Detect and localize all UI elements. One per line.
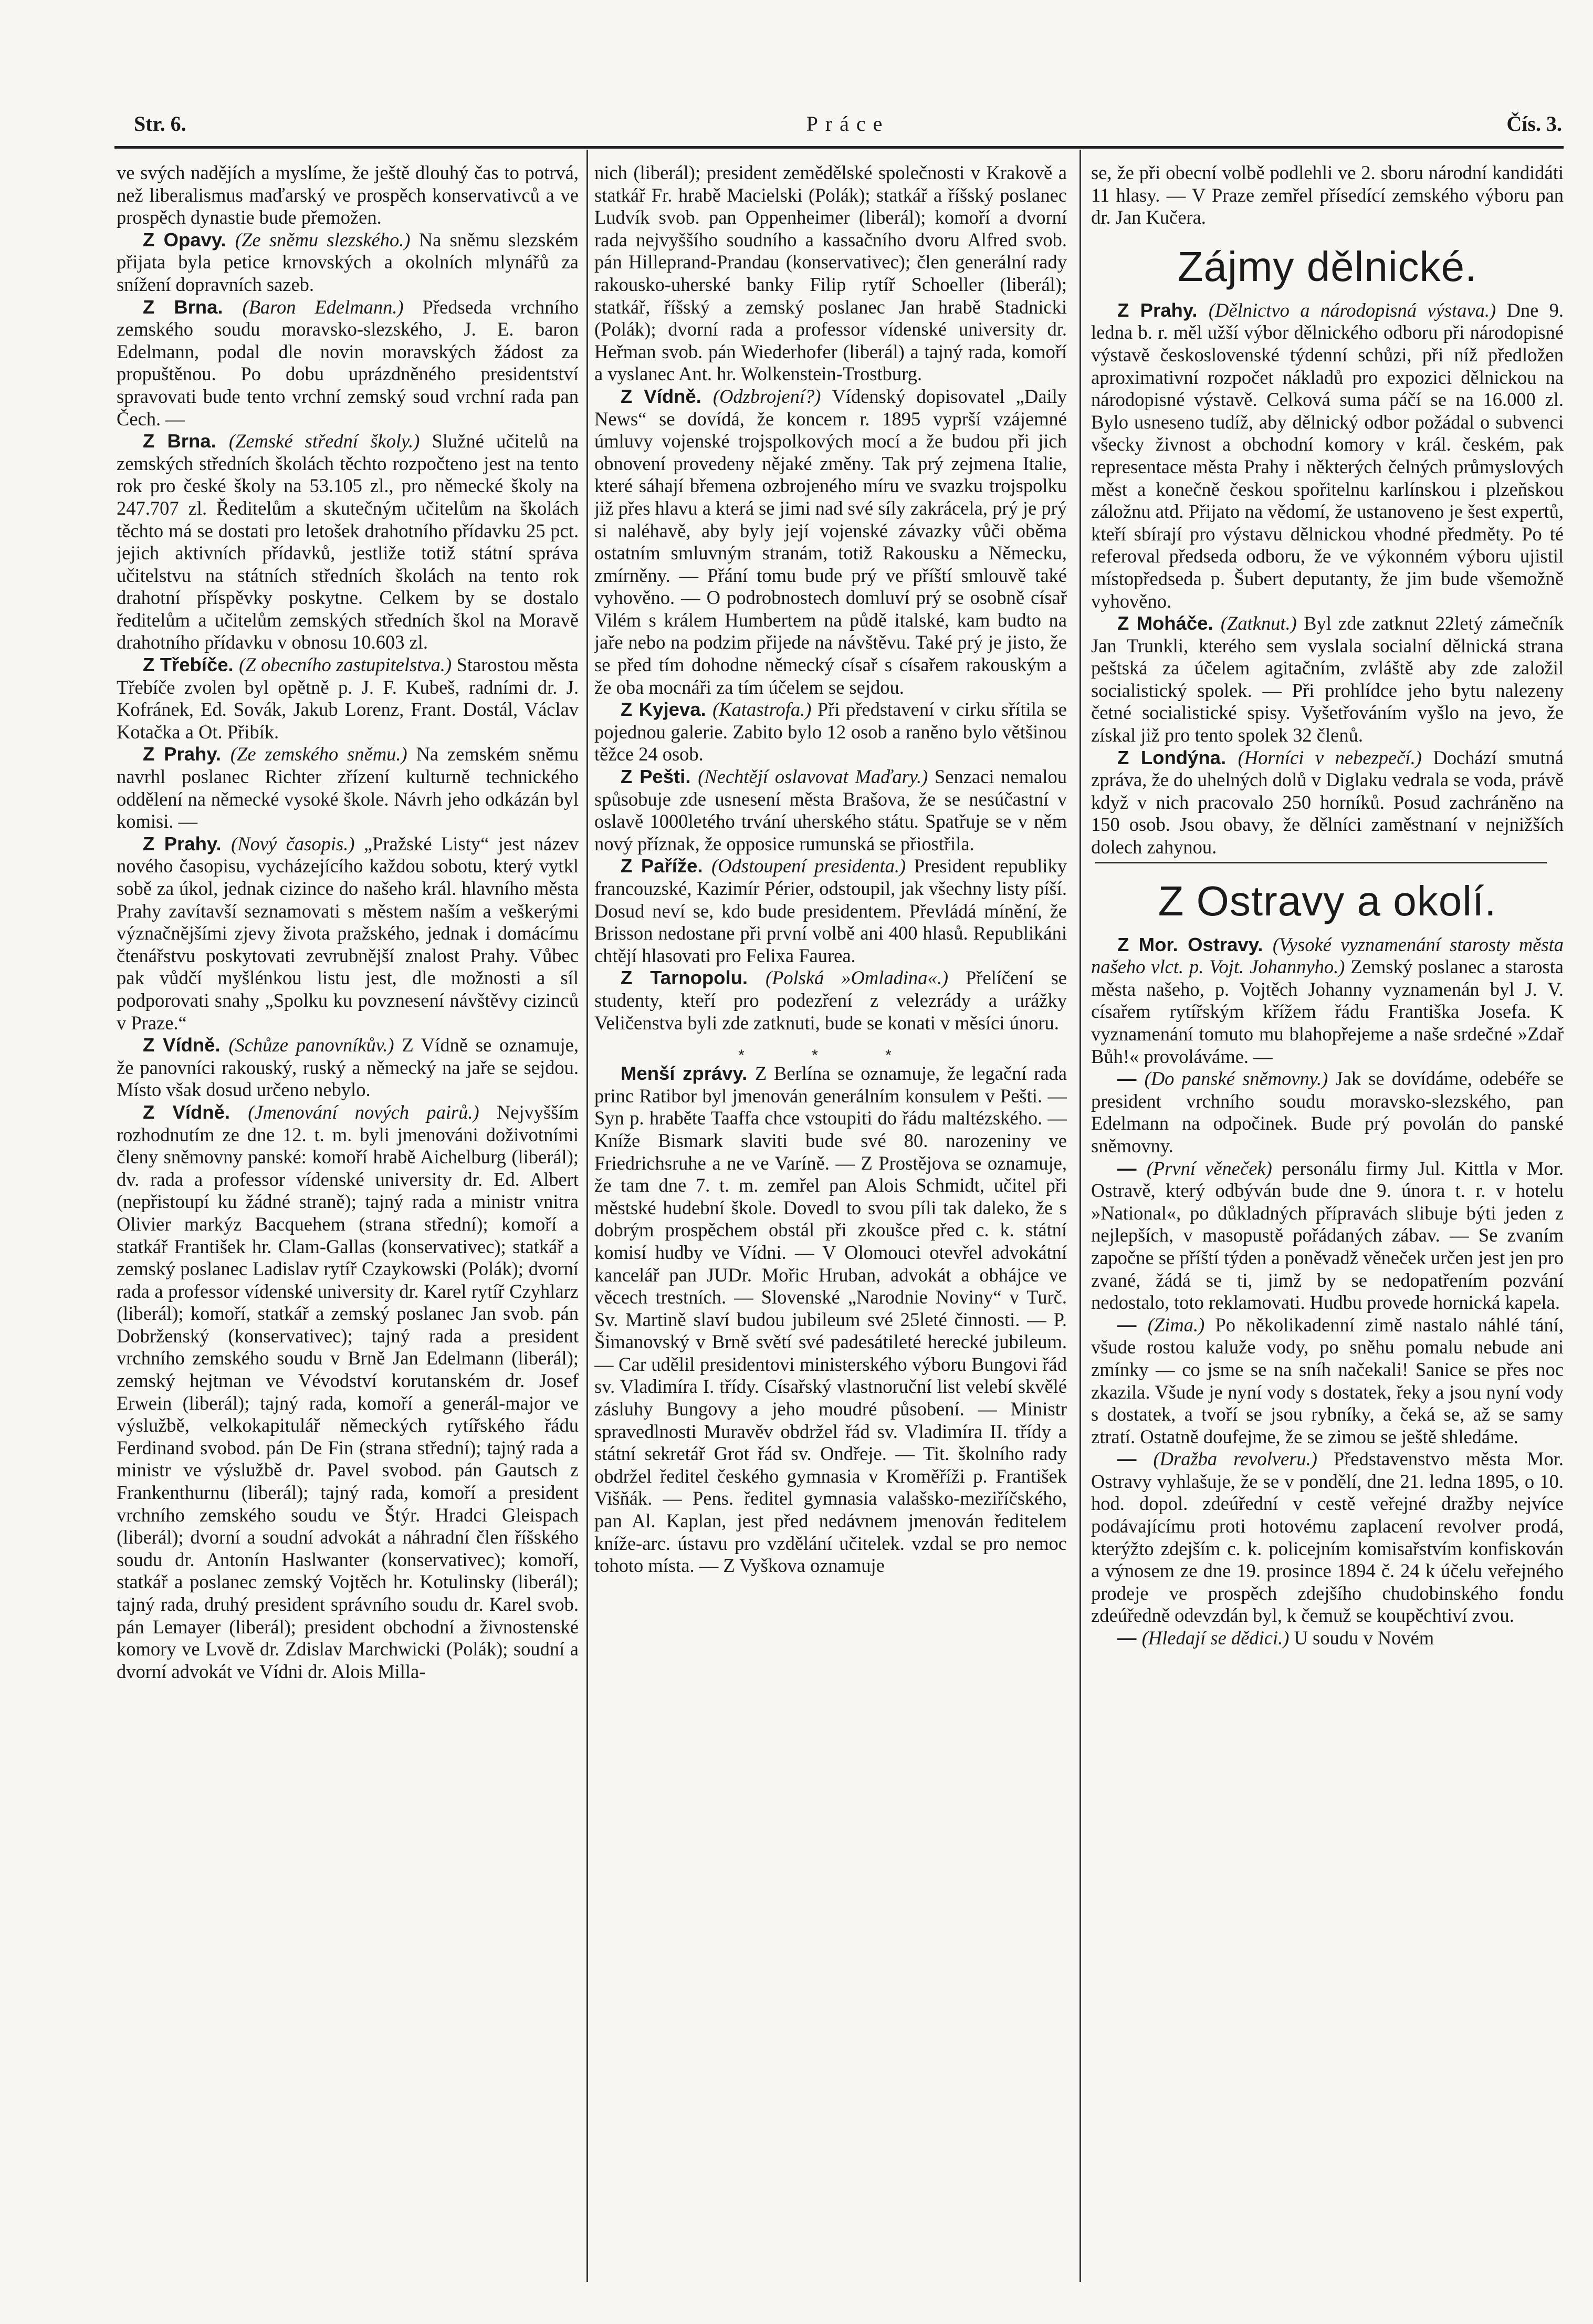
article-paragraph [1091, 747, 1564, 859]
separator-stars: * * * [738, 1047, 923, 1065]
article-text: nich (liberál); president zemědělské společnosti v Krakově a statkář Fr. hrabě Macielski (Polák); statkář a říšský poslanec Ludvík svob. pan Oppenheimer (liberál); komoří a dvorní rada nejvyššího soudního a kassačního dvoru Alfred svob. pán Hilleprand-Prandau (konservativec); člen generální rady rakousko-uherské banky Filip rytíř Schoeller (liberál); statkář, říšský a zemský poslanec Jan hrabě Stadnicki (Polák); dvorní rada a professor vídenské university dr. Heřman svob. pán Wiederhofer (liberál) a tajný rada, komoří a vyslanec Ant. hr. Wolkenstein-Trostburg. [594, 162, 1067, 385]
article-paragraph [1091, 612, 1564, 747]
article-subtitle: (Katastrofa.) [712, 699, 818, 721]
article-subtitle: (Z obecního zastupitelstva.) [239, 654, 457, 676]
article-text: Přelíčení se studenty, kteří pro podezření z velezrády a urážky Veličenstva byli zde zatknuti, bude se konati v měsíci únoru. [594, 967, 1067, 1034]
article-text: Představenstvo města Mor. Ostravy vyhlašuje, že se v pondělí, dne 21. ledna 1895, o 10. hod. dopol. zdeúřední v cestě veřejné dražby nejvíce podávajícímu proti hotovému zaplacení revolver prodá, kterýžto zdejším c. k. policejním komisařstvím konfiskován a výnosem ze dne 19. prosince 1894 č. 24 k účelu veřejného prodeje ve prospěch zdejšího chudobinského fondu zdeúředně odevzdán byl, k čemuž se koupěchtiví zvou. [1091, 1448, 1564, 1627]
article-dateline: Z Vídně. [143, 1101, 248, 1123]
article-text: Senzaci nemalou spůsobuje zde usnesení města Brašova, že se nesúčastní v oslavě 1000letého trvání uherského státu. Spatřuje se v něm nový příznak, že opposice rumunská se přiostřila. [594, 766, 1067, 854]
article-dateline: Z Opavy. [143, 228, 235, 251]
article-dateline: Z Vídně. [621, 385, 713, 407]
section-heading-workers: Zájmy dělnické. [1177, 243, 1477, 290]
article-paragraph [594, 162, 1067, 385]
section-divider [1095, 862, 1547, 863]
article-text: Starostou města Třebíče zvolen byl opětně p. J. F. Kubeš, radními dr. J. Kofránek, Ed. Sovák, Jakub Lorenz, Frant. Dostál, Václav Kotačka a Ot. Přibík. [117, 654, 579, 743]
article-text: Po několikadenní zimě nastalo náhlé tání, všude rostou kaluže vody, po sněhu pomalu nebude ani zmínky — co jsme se na sníh načekali! Sanice se přes noc zkazila. Všude je nyní vody s dostatek, řeky a jsou nyní vody s dostatek, a tvoří se jsou rybníky, a čeká se, až se samy ztratí. Ostatně doufejme, že se zimou se ještě shledáme. [1091, 1314, 1564, 1447]
article-text: Na sněmu slezském přijata byla petice krnovských a okolních mlynářů za snížení dopravních sazeb. [117, 228, 579, 295]
column-3-top [1091, 162, 1564, 229]
article-subtitle: (Baron Edelmann.) [242, 296, 423, 318]
article-text: U soudu v Novém [1294, 1627, 1434, 1649]
article-text: Z Vídně se oznamuje, že panovníci rakouský, ruský a německý na jaře se sejdou. Místo však dosud určeno nebylo. [117, 1034, 579, 1101]
article-subtitle: (Horníci v nebezpečí.) [1238, 746, 1433, 768]
article-dateline: — [1117, 1068, 1145, 1090]
article-paragraph [117, 833, 579, 1034]
article-paragraph [1091, 1314, 1564, 1448]
article-paragraph [117, 743, 579, 832]
article-dateline: Z Brna. [143, 296, 243, 318]
column-rule [1080, 150, 1081, 2282]
article-text: Nejvyšším rozhodnutím ze dne 12. t. m. byli jmenováni doživotními členy sněmovny panské: komoří hrabě Aichelburg (liberál); dv. rada a professor vídenské university dr. Ed. Albert (nepřistoupí ku žádné straně); tajný rada a ministr vnitra Olivier markýz Bacquehem (strana střední); komoří a statkář František hr. Clam-Gallas (konservativec); statkář a zemský poslanec Ladislav rytíř Czaykowski (Polák); dvorní rada a professor vídenské university dr. Karel rytíř Czyhlarz (liberál); komoří, statkář a zemský poslanec Jan svob. pán Dobrženský (konservativec); tajný rada a president vrchního zemského soudu v Brně Jan Edelmann (liberál); zemský hejtman ve Vévodství korutanském dr. Josef Erwein (liberál); tajný rada, komoří a generál-major ve výslužbě, velkokapitulář německých rytířského řádu Ferdinand svobod. pán De Fin (strana střední); tajný rada a ministr ve výslužbě dr. Pavel svobod. pán Gautsch z Frankenthurnu (liberál); tajný rada, komoří a president vrchního zemského soudu ve Štýr. Hradci Gleispach (liberál); dvorní a soudní advokát a náhradní člen říšského soudu dr. Antonín Haslwanter (konservativec); komoří, statkář a poslanec zemský Vojtěch hr. Kotulinsky (liberál); tajný rada, druhý president správního soudu dr. Karel svob. pán Lemayer (liberál); president obchodní a živnostenské komory ve Lvově dr. Zdislav Marchwicki (Polák); soudní a dvorní advokát ve Vídni dr. Alois Milla- [117, 1101, 579, 1682]
article-dateline: Z Prahy. [143, 832, 232, 854]
article-paragraph [117, 654, 579, 743]
article-subtitle: (Nechtějí oslavovat Maďary.) [698, 766, 935, 788]
article-subtitle: (Dělnictvo a národopisná výstava.) [1208, 299, 1507, 321]
article-dateline: Z Brna. [143, 430, 229, 452]
article-dateline: Menší zprávy. [621, 1062, 755, 1085]
article-subtitle: (Odzbrojení?) [712, 385, 832, 407]
article-paragraph [117, 1101, 579, 1683]
running-header [134, 111, 1562, 138]
column-3 [1091, 162, 1564, 2273]
article-subtitle: (Do panské sněmovny.) [1144, 1068, 1336, 1090]
column-3-workers [1091, 299, 1564, 859]
article-text: Předseda vrchního zemského soudu moravsko-slezského, J. E. baron Edelmann, podal dle novin moravských žádost za propuštěnou. Po dobu uprázdněného presidentství spravovati bude tento vrchní zemský soud vrchní rada pan Čech. — [117, 296, 579, 430]
article-dateline: Z Kyjeva. [621, 699, 713, 721]
article-paragraph [594, 967, 1067, 1034]
article-paragraph [594, 855, 1067, 967]
article-paragraph [1091, 162, 1564, 229]
article-dateline: — [1117, 1314, 1148, 1336]
article-dateline: Z Prahy. [143, 743, 230, 765]
article-paragraph [117, 162, 579, 229]
article-subtitle: (První věneček) [1146, 1157, 1282, 1179]
article-text: Jak se dovídáme, odebéře se president vrchního soudu moravsko-slezského, pan Edelmann na odpočinek. Bude prý povolán do panské sněmovny. [1091, 1068, 1564, 1156]
article-paragraph [1091, 1448, 1564, 1627]
article-paragraph [117, 229, 579, 296]
article-dateline: — [1117, 1157, 1147, 1179]
article-text: Při představení v cirku sřítila se pojednou galerie. Zabito bylo 12 osob a raněno bylo většinou těžce 24 osob. [594, 699, 1067, 765]
article-dateline: Z Pešti. [621, 766, 698, 788]
article-subtitle: (Jmenování nových pairů.) [248, 1101, 497, 1123]
article-subtitle: (Polská »Omladina«.) [765, 967, 966, 989]
article-paragraph [594, 766, 1067, 855]
article-paragraph [594, 385, 1067, 699]
article-subtitle: (Dražba revolveru.) [1153, 1448, 1334, 1470]
newspaper-title: Práce [806, 112, 890, 136]
article-paragraph [1091, 299, 1564, 612]
article-dateline: Z Mor. Ostravy. [1117, 933, 1273, 955]
article-subtitle: (Vysoké vyznamenání starosty města našeho vlct. p. Vojt. Johannyho.) [1091, 933, 1564, 978]
article-dateline: Z Prahy. [1117, 299, 1209, 321]
article-subtitle: (Nový časopis.) [231, 832, 364, 854]
article-paragraph [117, 1034, 579, 1101]
header-rule [114, 146, 1564, 149]
article-text: Na zemském sněmu navrhl poslanec Richter zřízení kulturně technického oddělení na německé vysoké škole. Návrh jeho odkázán byl komisi. — [117, 743, 579, 832]
article-subtitle: (Hledají se dědici.) [1141, 1627, 1294, 1649]
article-text: Vídenský dopisovatel „Daily News“ se dovídá, že koncem r. 1895 vyprší vzájemné úmluvy vojenské trojspolkových mocí a že budou při jich obnovení provedeny nějaké změny. Tak prý zejmena Italie, které sáhají břemena ozbrojeného míru ve svazku trojspolku již přes hlavu a která se jimi nad své síly zakrácela, prý je prý si naléhavě, aby byly její vojenské závazky vůči oběma ostatním smluvným stranám, totiž Rakousku a Německu, zmírněny. — Přání tomu bude prý ve příští smlouvě také vyhověno. — O podrobnostech domluví prý se osobně císař Vilém s králem Humbertem na půdě italské, kam budto na jaře nebo na podzim přijede na návštěvu. Také prý je jisto, že se před tím dohodne německý císař s císařem rakouským a že oba mocnáři za tím účelem se sejdou. [594, 385, 1067, 698]
article-text: Byl zde zatknut 22letý zámečník Jan Trunkli, kterého sem vyslala socialní dělnická strana peštská za účelem agitačním, zvláště aby zde založil socialistický spolek. — Při prohlídce jeho bytu nalezeny četné socialistické spisy. Vyšetřováním vyšlo na jevo, že získal již pro tento spolek 32 členů. [1091, 612, 1564, 746]
article-paragraph [117, 296, 579, 431]
article-text: „Pražské Listy“ jest název nového časopisu, vycházejícího každou sobotu, který vytkl sobě za úkol, jednak cizince do našeho král. hlavního města Prahy zavítavší seznamovati s městem naším a veškerými význačnějšími zjevy života pražského, jednak i domácímu čtenářstvu poskytovati zevrubnější znalost Prahy. Vůbec pak vůdčí myšlénkou listu jest, dle možnosti a síl podporovati snahy „Spolku ku povznesení návštěvy cizinců v Praze.“ [117, 832, 579, 1034]
issue-number: Čís. 3. [1506, 112, 1562, 136]
article-subtitle: (Ze sněmu slezského.) [235, 228, 419, 251]
article-dateline: — [1117, 1627, 1142, 1649]
article-subtitle: (Schůze panovníkův.) [228, 1034, 402, 1056]
section-heading-ostrava: Z Ostravy a okolí. [1158, 877, 1497, 924]
article-subtitle: (Odstoupení presidenta.) [711, 855, 914, 877]
article-text: se, že při obecní volbě podlehli ve 2. sboru národní kandidáti 11 hlasy. — V Praze zemřel přísedící zemského výboru pan dr. Jan Kučera. [1091, 162, 1564, 228]
column-1 [117, 162, 579, 2273]
article-subtitle: (Zatknut.) [1220, 612, 1304, 634]
article-paragraph [1091, 934, 1564, 1068]
article-subtitle: (Zima.) [1147, 1314, 1215, 1336]
article-paragraph [117, 430, 579, 654]
page-number: Str. 6. [134, 112, 186, 136]
article-dateline: Z Vídně. [143, 1034, 229, 1056]
column-rule [586, 150, 588, 2282]
article-paragraph [594, 1062, 1067, 1577]
article-paragraph [1091, 1627, 1564, 1650]
article-text: Služné učitelů na zemských středních školách těchto rozpočteno jest na tento rok pro české školy na 53.105 zl., pro německé školy na 247.707 zl. Ředitelům a skutečným učitelům na školách těchto má se dostati pro letošek drahotního přídavku 25 pct. jejich aktivních přídavků, jestliže totiž státní správa učitelstvu na státních středních školách na tento rok drahotní příspěvky poskytne. Celkem by se dostalo ředitelům a učitelům zemských středních škol na Moravě drahotního přídavku v obnosu 10.603 zl. [117, 430, 579, 653]
article-text: personálu firmy Jul. Kittla v Mor. Ostravě, který odbýván bude dne 9. února t. r. v hotelu »National«, po důkladných přípravách slibuje býti jeden z nejlepších, v masopustě pořádaných zábav. — Se zvaním započne se příští týden a poněvadž věneček určen jest jen pro zvané, žádá se ti, jimž by se nedopatřením pozvání nedostalo, toto reklamovati. Hudbu provede hornická kapela. [1091, 1157, 1564, 1314]
article-text: President republiky francouzské, Kazimír Périer, odstoupil, jak všechny listy píší. Dosud neví se, kdo bude presidentem. Převládá mínění, že Brisson nedostane při první volbě ani 400 hlasů. Republikáni chtějí hlasovati pro Felixa Faurea. [594, 855, 1067, 966]
article-dateline: Z Londýna. [1117, 746, 1238, 768]
article-paragraph [1091, 1158, 1564, 1314]
column-3-ostrava [1091, 934, 1564, 1650]
article-text: Z Berlína se oznamuje, že legační rada princ Ratibor byl jmenován generálním konsulem v Pešti. — Syn p. hraběte Taaffa chce vstoupiti do řádu maltézského. — Kníže Bismark slaviti bude své 80. narozeniny ve Friedrichsruhe a ne ve Varíně. — Z Prostějova se oznamuje, že tam dne 7. t. m. zemřel pan Alois Schmidt, učitel při městské hudební škole. Dovedl to svou píli tak daleko, že s dobrým prospěchem obstál při zkoušce před c. k. státní komisí hudby ve Vídni. — V Olomouci otevřel advokátní kancelář pan JUDr. Mořic Hruban, advokát a obhájce ve věcech trestních. — Slovenské „Narodnie Noviny“ v Turč. Sv. Martině slaví budou jubileum své 25leté činnosti. — P. Šimanovský v Brně světí své padesátileté herecké jubileum. — Car udělil presidentovi ministerského výboru Bungovi řád sv. Vladimíra I. třídy. Císařský vlastnoruční list velebí skvělé zásluhy Bungovy a jeho moudré působení. — Ministr spravedlnosti Muravěv obdržel řád sv. Vladimíra II. třídy a státní sekretář Grot řád sv. Ondřeje. — Tit. školního rady obdržel ředitel českého gymnasia v Kroměříži p. František Višňák. — Pens. ředitel gymnasia valašsko-meziříčského, pan Al. Kaplan, jest před nedávnem jmenován ředitelem kníže-arc. ústavu pro vzdělání učitelek. vzdal se pro nemoc tohoto místa. — Z Vyškova oznamuje [594, 1062, 1067, 1577]
article-dateline: Z Tarnopolu. [621, 967, 766, 989]
article-text: Dne 9. ledna b. r. měl užší výbor dělnického odboru při národopisné výstavě československé týdenní schůzi, při níž předložen aproximativní rozpočet nákladů pro expozici dělnickou na národopisné výstavě. Celková suma páčí se na 16.000 zl. Bylo usneseno tudíž, aby dělnický odbor požádal o subvenci všecky živnost a obchodní komory v král. českém, pak representace města Prahy i některých čelných průmyslových měst a konečně českou spořitelnu karlínskou i plzeňskou záložnu atd. Přijato na vědomí, že ustanoveno je šest expertů, kteří sbírají pro výstavu dělnickou vhodné předměty. Po té referoval předseda odboru, že ve výkonném výboru ujistil místopředseda p. Šubert deputanty, že jim bude všemožně vyhověno. [1091, 299, 1564, 612]
article-subtitle: (Zemské střední školy.) [228, 430, 432, 452]
article-dateline: Z Moháče. [1117, 612, 1221, 634]
article-dateline: — [1117, 1448, 1154, 1470]
article-text: Zemský poslanec a starosta města našeho, p. Vojtěch Johanny vyznamenán byl J. V. císařem rytířským křížem řádu Františka Josefa. K vyznamenání tomuto mu blahopřejeme a naše srdečné »Zdař Bůh!« provoláváme. — [1091, 956, 1564, 1067]
article-text: ve svých nadějích a myslíme, že ještě dlouhý čas to potrvá, než liberalismus maďarský ve prospěch konservativců a ve prospěch dynastie bude přemožen. [117, 162, 579, 228]
article-paragraph [1091, 1068, 1564, 1157]
column-2 [594, 162, 1067, 2273]
article-paragraph [594, 699, 1067, 766]
article-text: Dochází smutná zpráva, že do uhelných dolů v Diglaku vedrala se voda, právě když v nich pracovalo 250 horníků. Posud zachráněno na 150 osob. Jsou obavy, že dělníci zaměstnaní v nejnižších dolech zahynou. [1091, 746, 1564, 858]
article-dateline: Z Třebíče. [143, 654, 239, 676]
article-dateline: Z Paříže. [621, 855, 712, 877]
article-subtitle: (Ze zemského sněmu.) [230, 743, 416, 765]
